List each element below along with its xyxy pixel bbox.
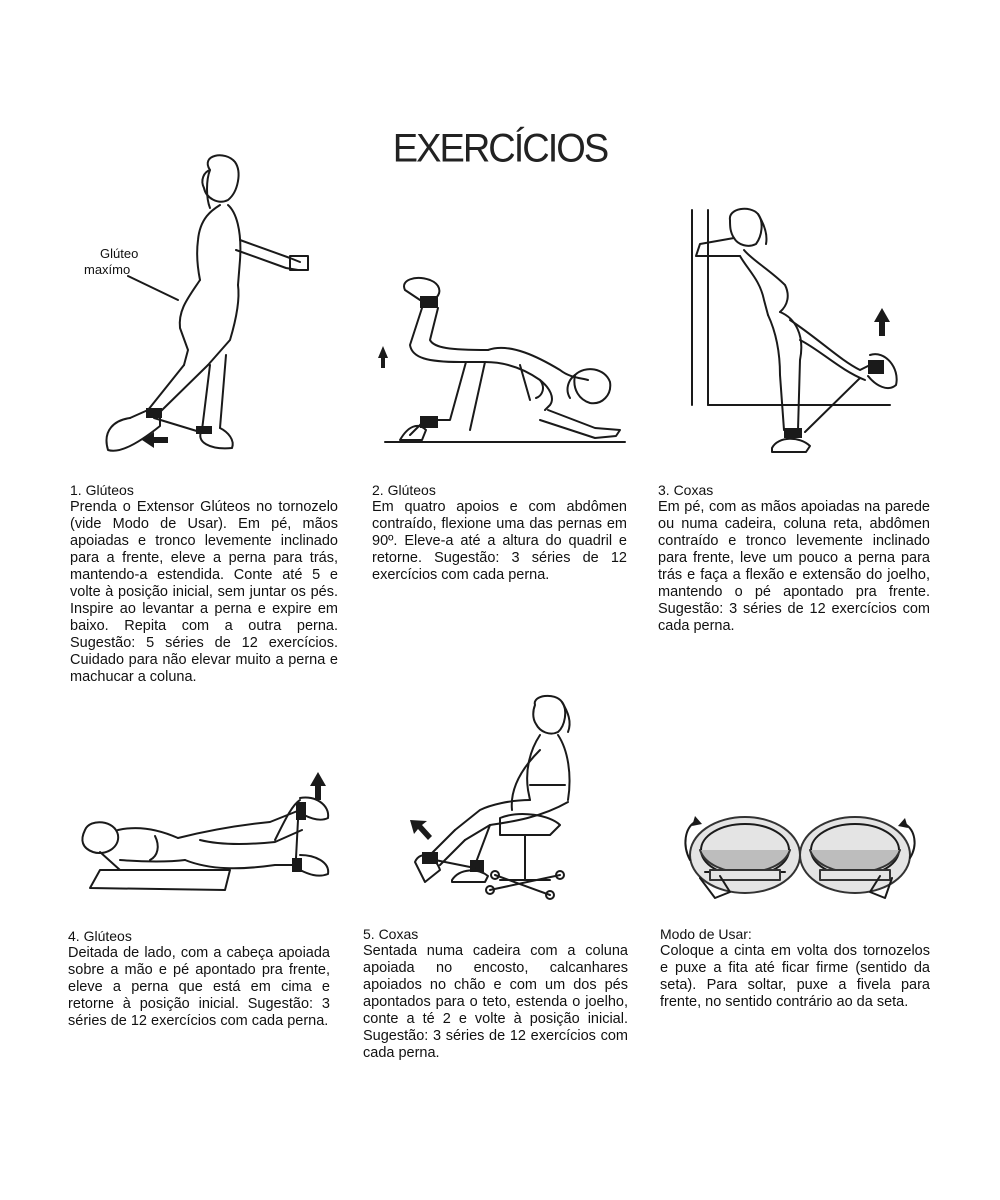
exercise-2-text: Em quatro apoios e com abdômen contraído, flexione uma das pernas em 90º. Eleve-a até a altura do quadril e retorne. Sugestão: 3 séries de 12 exercícios com cada perna. [372,499,627,583]
page-title: EXERCÍCIOS [392,126,608,172]
figure-3-standing-knee-flexion [660,200,920,470]
usage-instructions [660,926,930,1011]
exercise-1 [70,482,338,686]
label-maximo: maxímo [84,262,131,277]
exercise-2 [372,482,627,584]
usage-heading: Modo de Usar: [660,926,752,942]
figure-4-side-lying-raise [60,760,360,900]
figure-6-ankle-straps [680,800,920,910]
figure-1-standing-kickback [60,150,340,460]
exercise-4-heading: 4. Glúteos [68,928,132,944]
usage-text: Coloque a cinta em volta dos tornozelos e puxe a fita até ficar firme (sentido da seta). Para soltar, puxe a fivela para frente, no sentido contrário ao da seta. [660,943,930,1010]
exercise-1-heading: 1. Glúteos [70,482,134,498]
figure-5-seated-extension [400,690,600,910]
exercise-4-text: Deitada de lado, com a cabeça apoiada sobre a mão e pé apontado pra frente, eleve a perna que está em cima e retorne à posição inicial. Sugestão: 3 séries de 12 exercícios com cada perna. [68,945,330,1029]
exercise-1-text: Prenda o Extensor Glúteos no tornozelo (vide Modo de Usar). Em pé, mãos apoiadas e tronco levemente inclinado para a frente, eleve a perna para trás, mantendo-a estendida. Conte até 5 e volte à posição inicial, sem juntar os pés. Inspire ao levantar a perna e expire em baixo. Repita com a outra perna. Sugestão: 5 séries de 12 exercícios. Cuidado para não elevar muito a perna e machucar a coluna. [70,499,338,685]
label-gluteo: Glúteo [100,246,139,261]
exercise-3-heading: 3. Coxas [658,482,714,498]
exercise-5-heading: 5. Coxas [363,926,419,942]
exercise-3 [658,482,930,635]
exercise-3-text: Em pé, com as mãos apoiadas na parede ou numa cadeira, coluna reta, abdômen contraído e tronco levemente inclinado para frente, leve um pouco a perna para trás e faça a flexão e extensão do joelho, mantendo o pé apontado pra frente. Sugestão: 3 séries de 12 exercícios com cada perna. [658,499,930,634]
figure-2-quadruped-raise [370,270,640,455]
exercise-5 [363,926,628,1062]
exercise-5-text: Sentada numa cadeira com a coluna apoiada no encosto, calcanhares apoiados no chão e com um dos pés apontados para o teto, estenda o joelho, conte a té 2 e volte à posição inicial. Sugestão: 3 séries de 12 exercícios com cada perna. [363,943,628,1061]
exercise-2-heading: 2. Glúteos [372,482,436,498]
exercise-4 [68,928,330,1030]
